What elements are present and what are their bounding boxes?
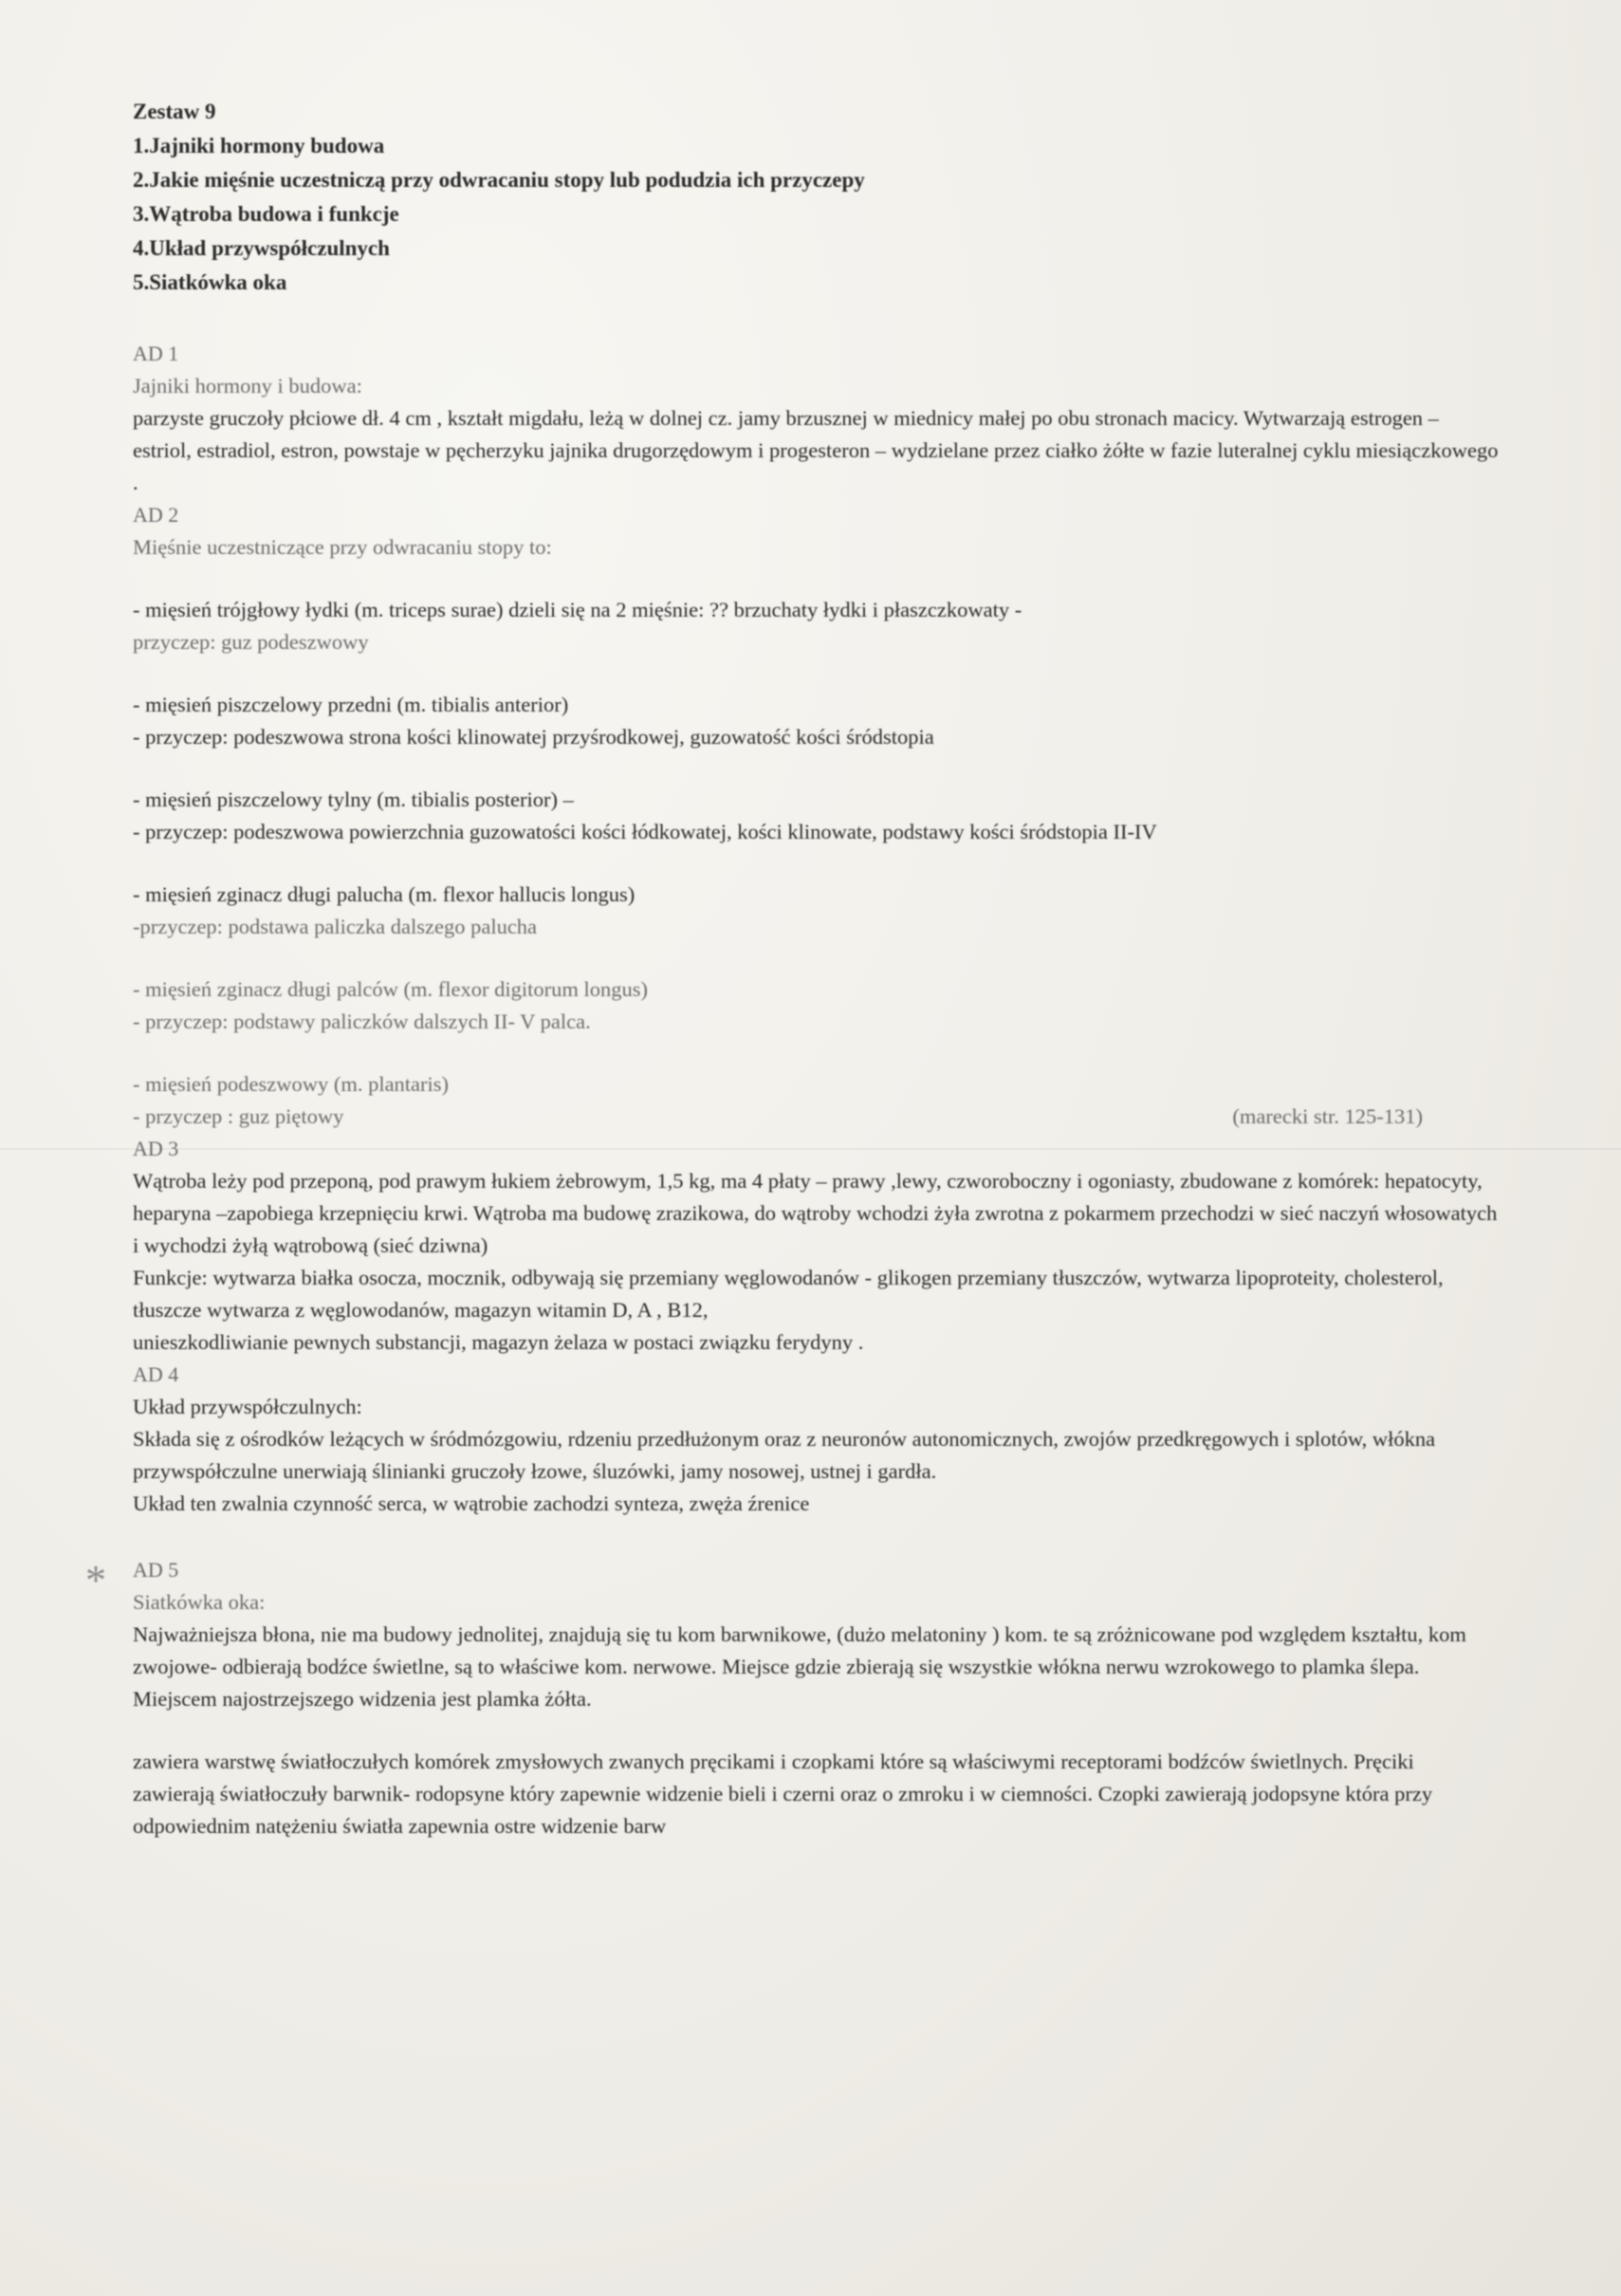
muscle-2-attach: - przyczep: podeszwowa strona kości klinowatej przyśrodkowej, guzowatość kości śródstopia <box>133 725 934 749</box>
question-3: 3.Wątroba budowa i funkcje <box>133 202 399 226</box>
muscle-3-name: - mięsień piszczelowy tylny (m. tibialis posterior) – <box>133 787 574 811</box>
ad5-subheading: Siatkówka oka: <box>133 1590 266 1614</box>
ad1-text: parzyste gruczoły płciowe dł. 4 cm , kształt migdału, leżą w dolnej cz. jamy brzusznej w miednicy małej po obu stronach macicy. Wytwarzają estrogen – estriol, estradiol, estron, powstaje w pęcherzyku jajnika drugorzędowym i progesteron – wydzielane przez ciałko żółte w fazie luteralnej cyklu miesiączkowego . <box>133 406 1499 494</box>
muscle-4-name: - mięsień zginacz długi palucha (m. flexor hallucis longus) <box>133 882 636 906</box>
muscle-6-attach: - przyczep : guz piętowy <box>133 1104 344 1128</box>
ad2-heading: AD 2 <box>133 503 179 527</box>
muscle-5-attach: - przyczep: podstawy paliczków dalszych II- V palca. <box>133 1009 591 1033</box>
ad5-paragraph-1: Najważniejsza błona, nie ma budowy jednolitej, znajdują się tu kom barwnikowe, (dużo melatoniny ) kom. te są zróżnicowane pod względem kształtu, kom zwojowe- odbierają bodźce świetlne, są to właściwe kom. nerwowe. Miejsce gdzie zbierają się wszystkie włókna nerwu wzrokowego to plamka ślepa. Miejscem najostrzejszego widzenia jest plamka żółta. <box>133 1622 1466 1711</box>
muscle-3-attach: - przyczep: podeszwowa powierzchnia guzowatości kości łódkowatej, kości klinowate, podstawy kości śródstopia II-IV <box>133 820 1157 843</box>
ad5-heading: AD 5 <box>133 1558 179 1582</box>
section-ad5 <box>133 1554 1499 1842</box>
ad5-paragraph-2: zawiera warstwę światłoczułych komórek zmysłowych zwanych pręcikami i czopkami które są właściwymi receptorami bodźców świetlnych. Pręciki zawierają światłoczuły barwnik- rodopsyne który zapewnie widzenie bieli i czerni oraz o zmroku i w ciemności. Czopki zawierają jodopsyne która przy odpowiednim natężeniu światła zapewnia ostre widzenie barw <box>133 1750 1433 1838</box>
section-ad4 <box>133 1359 1499 1520</box>
ad1-heading: AD 1 <box>133 342 179 365</box>
ad3-paragraph-3: unieszkodliwianie pewnych substancji, magazyn żelaza w postaci związku ferydyny . <box>133 1330 864 1354</box>
section-ad2 <box>133 499 1499 1133</box>
ad3-paragraph-2: Funkcje: wytwarza białka osocza, mocznik, odbywają się przemiany węglowodanów - glikogen przemiany tłuszczów, wytwarza lipoproteity, cholesterol, tłuszcze wytwarza z węglowodanów, magazyn witamin D, A , B12, <box>133 1266 1444 1322</box>
muscle-6-name: - mięsień podeszwowy (m. plantaris) <box>133 1072 450 1096</box>
source-citation: (marecki str. 125-131) <box>1232 1104 1423 1128</box>
ad3-paragraph-1: Wątroba leży pod przeponą, pod prawym łukiem żebrowym, 1,5 kg, ma 4 płaty – prawy ,lewy, czworoboczny i ogoniasty, zbudowane z komórek: hepatocyty, heparyna –zapobiega krzepnięciu krwi. Wątroba ma budowę zrazikowa, do wątroby wchodzi żyła zwrotna z pokarmem przechodzi w sieć naczyń włosowatych i wychodzi żyłą wątrobową (sieć dziwna) <box>133 1169 1498 1257</box>
question-4: 4.Układ przywspółczulnych <box>133 236 390 260</box>
set-title: Zestaw 9 <box>133 100 216 123</box>
question-list <box>133 95 1499 300</box>
muscle-4-attach: -przyczep: podstawa paliczka dalszego palucha <box>133 915 538 938</box>
question-2: 2.Jakie mięśnie uczestniczą przy odwracaniu stopy lub podudzia ich przyczepy <box>133 168 865 192</box>
section-ad3 <box>133 1133 1499 1359</box>
handwritten-asterisk: * <box>85 1557 106 1603</box>
ad4-subheading: Układ przywspółczulnych: <box>133 1395 362 1418</box>
ad4-paragraph-1: Składa się z ośrodków leżących w śródmózgowiu, rdzeniu przedłużonym oraz z neuronów autonomicznych, zwojów przedkręgowych i splotów, włókna przywspółczulne unerwiają ślinianki gruczoły łzowe, śluzówki, jamy nosowej, ustnej i gardła. <box>133 1427 1436 1483</box>
muscle-5-name: - mięsień zginacz długi palców (m. flexor digitorum longus) <box>133 977 648 1001</box>
ad4-heading: AD 4 <box>133 1362 179 1386</box>
muscle-1-attach: przyczep: guz podeszwowy <box>133 630 369 654</box>
muscle-6-row <box>133 1101 1499 1133</box>
document-body <box>133 95 1499 1842</box>
ad2-subheading: Mięśnie uczestniczące przy odwracaniu stopy to: <box>133 535 552 559</box>
muscle-1-name: - mięsień trójgłowy łydki (m. triceps surae) dzieli się na 2 mięśnie: ?? brzuchaty łydki i płaszczkowaty - <box>133 598 1022 621</box>
section-ad1 <box>133 338 1499 499</box>
ad1-subheading: Jajniki hormony i budowa: <box>133 374 362 398</box>
ad3-heading: AD 3 <box>133 1137 179 1160</box>
muscle-2-name: - mięsień piszczelowy przedni (m. tibialis anterior) <box>133 693 569 716</box>
question-5: 5.Siatkówka oka <box>133 270 287 294</box>
question-1: 1.Jajniki hormony budowa <box>133 134 385 157</box>
ad4-paragraph-2: Układ ten zwalnia czynność serca, w wątrobie zachodzi synteza, zwęża źrenice <box>133 1491 810 1515</box>
